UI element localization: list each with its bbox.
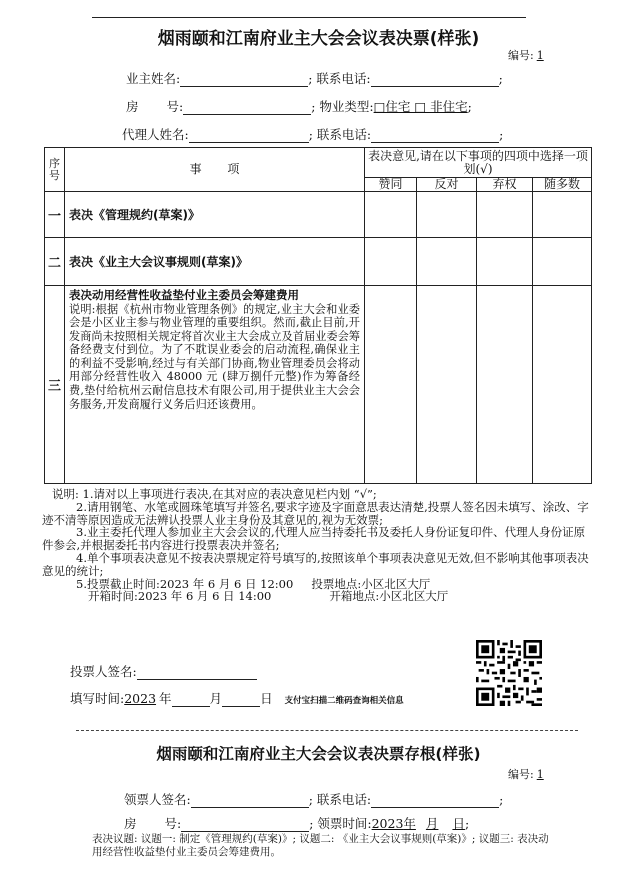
fill-day-field[interactable] <box>222 693 260 707</box>
vote-cell-abstain[interactable] <box>477 192 533 238</box>
vote-cell-approve[interactable] <box>365 238 417 286</box>
vote-cell-oppose[interactable] <box>417 286 477 484</box>
option-majority-header: 随多数 <box>533 178 592 192</box>
table-row <box>45 238 592 286</box>
stub-receiver-row: 领票人签名: ; 联系电话: ; <box>124 792 504 807</box>
stub-topics: 表决议题: 议题一: 制定《管理规约(草案)》; 议题二: 《业主大会议事规则(草案)》; 议题三: 表决动用经营性收益垫付业主委员会筹建费用。 <box>92 833 549 858</box>
option-abstain-header: 弃权 <box>477 178 533 192</box>
note-4: 4.单个事项表决意见不按表决票规定符号填写的,按照该单个事项表决意见无效,但不影响其他事项表决意见的统计; <box>42 550 589 578</box>
vote-cell-approve[interactable] <box>365 286 417 484</box>
stub-serial-number: 编号: 1 <box>508 768 544 781</box>
agent-phone-field[interactable] <box>371 129 499 143</box>
vote-cell-majority[interactable] <box>533 238 592 286</box>
note-2: 2.请用钢笔、水笔或圆珠笔填写并签名,要求字迹及字面意思表达清楚,投票人签名因未填写、涂改、字迹不清等原因造成无法辨认投票人业主身份及其意见的,视为无效票; <box>42 499 589 527</box>
vote-cell-majority[interactable] <box>533 192 592 238</box>
row-number: 一 <box>45 192 65 238</box>
col-opinion-header: 表决意见,请在以下事项的四项中选择一项划(√) <box>365 148 592 178</box>
property-type-checkboxes[interactable]: □住宅 □ 非住宅 <box>373 99 468 114</box>
vote-cell-majority[interactable] <box>533 286 592 484</box>
row-content <box>65 286 365 484</box>
row-number: 二 <box>45 238 65 286</box>
agent-row: 代理人姓名: ; 联系电话: ; <box>122 127 504 142</box>
stub-title: 烟雨颐和江南府业主大会会议表决票存根(样张) <box>156 745 481 763</box>
vote-table <box>44 147 592 484</box>
vote-cell-abstain[interactable] <box>477 286 533 484</box>
owner-name-row: 业主姓名: ; 联系电话: ; <box>126 71 503 86</box>
vote-cell-approve[interactable] <box>365 192 417 238</box>
owner-phone-field[interactable] <box>371 73 499 87</box>
vote-cell-oppose[interactable] <box>417 238 477 286</box>
owner-name-field[interactable] <box>180 73 308 87</box>
stub-phone-field[interactable] <box>371 794 499 808</box>
row-number: 三 <box>45 286 65 484</box>
col-seq-header: 序号 <box>45 148 65 192</box>
row-title: 表决《管理规约(草案)》 <box>65 192 365 238</box>
option-approve-header: 赞同 <box>365 178 417 192</box>
fill-month-field[interactable] <box>172 693 210 707</box>
ballot-title: 烟雨颐和江南府业主大会会议表决票(样张) <box>157 29 480 49</box>
row-title: 表决动用经营性收益垫付业主委员会筹建费用 <box>69 288 299 302</box>
col-item-header: 事 项 <box>65 148 365 192</box>
stub-year[interactable]: 2023 <box>371 816 404 831</box>
vote-cell-oppose[interactable] <box>417 192 477 238</box>
table-row <box>45 192 592 238</box>
fill-time-row: 填写时间:2023 年 月 日 支付宝扫描二维码查询相关信息 <box>70 691 404 706</box>
row-description: 说明:根据《杭州市物业管理条例》的规定,业主大会和业委会是小区业主参与物业管理的重要组织。然而,截止目前,开发商尚未按照相关规定将首次业主大会成立及首届业委会筹备经费支付到位。为了不耽误业委会的启动流程,确保业主的利益不受影响,经过与有关部门协商,物业管理委员会将动用部分经营性收入 48000 元 (肆万捌仟元整)作为筹备经费,垫付给杭州云耐信息技术有限公司,用于提供业主大会会务服务,开发商履行义务后归还该费用。 <box>69 302 360 411</box>
qr-hint: 支付宝扫描二维码查询相关信息 <box>284 696 404 706</box>
row-title: 表决《业主大会议事规则(草案)》 <box>65 238 365 286</box>
cut-line <box>76 730 578 731</box>
room-field[interactable] <box>183 101 311 115</box>
note-5: 5.投票截止时间:2023 年 6 月 6 日 12:00 投票地点:小区北区大厅 <box>76 576 431 591</box>
qr-code-icon[interactable] <box>476 640 542 706</box>
serial-number: 编号: 1 <box>508 49 544 62</box>
fill-year[interactable]: 2023 <box>124 691 157 706</box>
note-3: 3.业主委托代理人参加业主大会会议的,代理人应当持委托书及委托人身份证复印件、代理人身份证原件参会,并根据委托书内容进行投票表决并签名; <box>42 525 586 553</box>
voter-sign-field[interactable] <box>137 666 257 680</box>
top-rule <box>92 17 526 18</box>
note-1: 说明: 1.请对以上事项进行表决,在其对应的表决意见栏内划 “√”; <box>52 487 377 501</box>
room-row: 房 号: ; 物业类型:□住宅 □ 非住宅; <box>126 99 472 114</box>
stub-receiver-field[interactable] <box>191 794 309 808</box>
stub-room-row: 房 号: ; 领票时间:2023年 月 日; <box>124 816 470 831</box>
note-6: 开箱时间:2023 年 6 月 6 日 14:00 开箱地点:小区北区大厅 <box>88 589 449 604</box>
instructions <box>42 487 594 604</box>
option-oppose-header: 反对 <box>417 178 477 192</box>
voter-sign-row: 投票人签名: <box>70 662 257 680</box>
agent-name-field[interactable] <box>189 129 309 143</box>
stub-room-field[interactable] <box>181 818 309 832</box>
table-row <box>45 286 592 484</box>
vote-cell-abstain[interactable] <box>477 238 533 286</box>
